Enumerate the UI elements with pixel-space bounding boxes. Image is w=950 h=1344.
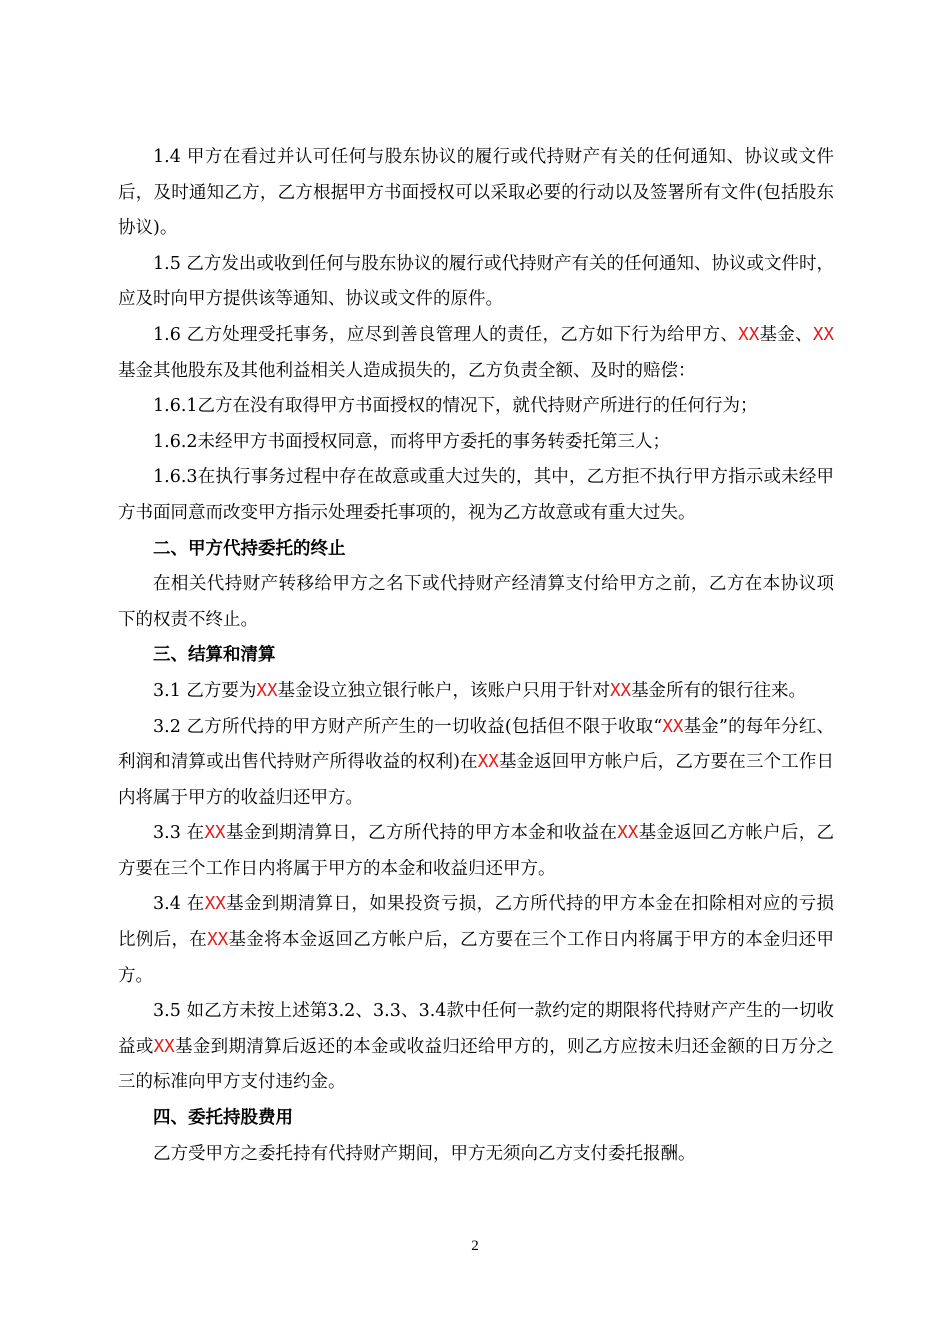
heading-text: 二、甲方代持委托的终止 xyxy=(153,538,346,559)
paragraph-3-4 xyxy=(118,887,834,994)
paragraph-1-5 xyxy=(118,247,834,318)
paragraph-3-2 xyxy=(118,710,834,817)
paragraph-3-5 xyxy=(118,994,834,1101)
text-run: 1.6.1乙方在没有取得甲方书面授权的情况下，就代持财产所进行的任何行为； xyxy=(153,396,758,417)
placeholder-xx: XX xyxy=(207,930,229,951)
placeholder-xx: XX xyxy=(738,324,760,345)
placeholder-xx: XX xyxy=(153,1036,175,1057)
paragraph-1-6-1 xyxy=(118,389,834,425)
text-run: 3.2 乙方所代持的甲方财产所产生的一切收益(包括但不限于收取“ xyxy=(153,716,663,737)
placeholder-xx: XX xyxy=(662,716,684,737)
page-number: 2 xyxy=(471,1238,479,1254)
text-run: 基金到期清算日，乙方所代持的甲方本金和收益在 xyxy=(225,823,618,844)
paragraph-1-6 xyxy=(118,318,834,389)
text-run: 1.6.3在执行事务过程中存在故意或重大过失的，其中，乙方拒不执行甲方指示或未经甲方书面同意而改变甲方指示处理委托事项的，视为乙方故意或有重大过失。 xyxy=(118,467,834,523)
text-run: 3.3 在 xyxy=(153,823,205,844)
text-run: 基金到期清算后返还的本金或收益归还给甲方的，则乙方应按未归还金额的日万分之三的标准向甲方支付违约金。 xyxy=(118,1036,835,1093)
paragraph-3-1 xyxy=(118,674,834,710)
document-body xyxy=(118,140,834,1172)
placeholder-xx: XX xyxy=(812,324,834,345)
placeholder-xx: XX xyxy=(204,894,226,915)
text-run: 基金、 xyxy=(759,324,813,345)
text-run: 乙方受甲方之委托持有代持财产期间，甲方无须向乙方支付委托报酬。 xyxy=(153,1143,696,1164)
heading-text: 四、委托持股费用 xyxy=(153,1108,293,1129)
paragraph-termination xyxy=(118,567,834,638)
placeholder-xx: XX xyxy=(617,823,639,844)
placeholder-xx: XX xyxy=(204,823,226,844)
text-run: 基金设立独立银行帐户，该账户只用于针对 xyxy=(277,680,610,701)
paragraph-3-3 xyxy=(118,816,834,887)
placeholder-xx: XX xyxy=(256,680,278,701)
heading-text: 三、结算和清算 xyxy=(153,645,276,666)
text-run: 1.6 乙方处理受托事务，应尽到善良管理人的责任，乙方如下行为给甲方、 xyxy=(153,324,739,345)
text-run: 基金返回甲方帐户后，乙方要在三个工作日内将属于甲方的收益归还甲方。 xyxy=(118,752,834,808)
text-run: 3.1 乙方要为 xyxy=(153,680,257,701)
text-run: 基金到期清算日，如果投资亏损，乙方所代持的甲方本金在扣除相对应的亏损比例后，在 xyxy=(118,894,834,951)
paragraph-1-6-3 xyxy=(118,460,834,531)
text-run: 基金”的每年分红、利润和清算或出售代持财产所得收益的权利)在 xyxy=(118,716,834,773)
text-run: 1.6.2未经甲方书面授权同意，而将甲方委托的事务转委托第三人； xyxy=(153,431,671,452)
placeholder-xx: XX xyxy=(477,752,499,773)
section-heading-4 xyxy=(118,1101,834,1137)
text-run: 基金所有的银行往来。 xyxy=(631,680,807,701)
text-run: 1.5 乙方发出或收到任何与股东协议的履行或代持财产有关的任何通知、协议或文件时，应及时向甲方提供该等通知、协议或文件的原件。 xyxy=(118,253,834,310)
placeholder-xx: XX xyxy=(609,680,632,701)
paragraph-1-6-2 xyxy=(118,425,834,461)
paragraph-fee xyxy=(118,1137,834,1173)
text-run: 基金将本金返回乙方帐户后，乙方要在三个工作日内将属于甲方的本金归还甲方。 xyxy=(118,930,834,986)
section-heading-2 xyxy=(118,532,834,568)
text-run: 3.4 在 xyxy=(153,894,205,915)
section-heading-3 xyxy=(118,638,834,674)
text-run: 3.5 如乙方未按上述第3.2、3.3、3.4款中任何一款约定的期限将代持财产产生的一切收益或 xyxy=(118,1001,834,1057)
text-run: 在相关代持财产转移给甲方之名下或代持财产经清算支付给甲方之前，乙方在本协议项下的权责不终止。 xyxy=(118,574,834,630)
text-run: 基金返回乙方帐户后，乙方要在三个工作日内将属于甲方的本金和收益归还甲方。 xyxy=(118,823,835,879)
text-run: 1.4 甲方在看过并认可任何与股东协议的履行或代持财产有关的任何通知、协议或文件后，及时通知乙方，乙方根据甲方书面授权可以采取必要的行动以及签署所有文件(包括股东协议)。 xyxy=(118,147,834,239)
text-run: 基金其他股东及其他利益相关人造成损失的，乙方负责全额、及时的赔偿： xyxy=(118,360,696,381)
paragraph-1-4 xyxy=(118,140,834,247)
